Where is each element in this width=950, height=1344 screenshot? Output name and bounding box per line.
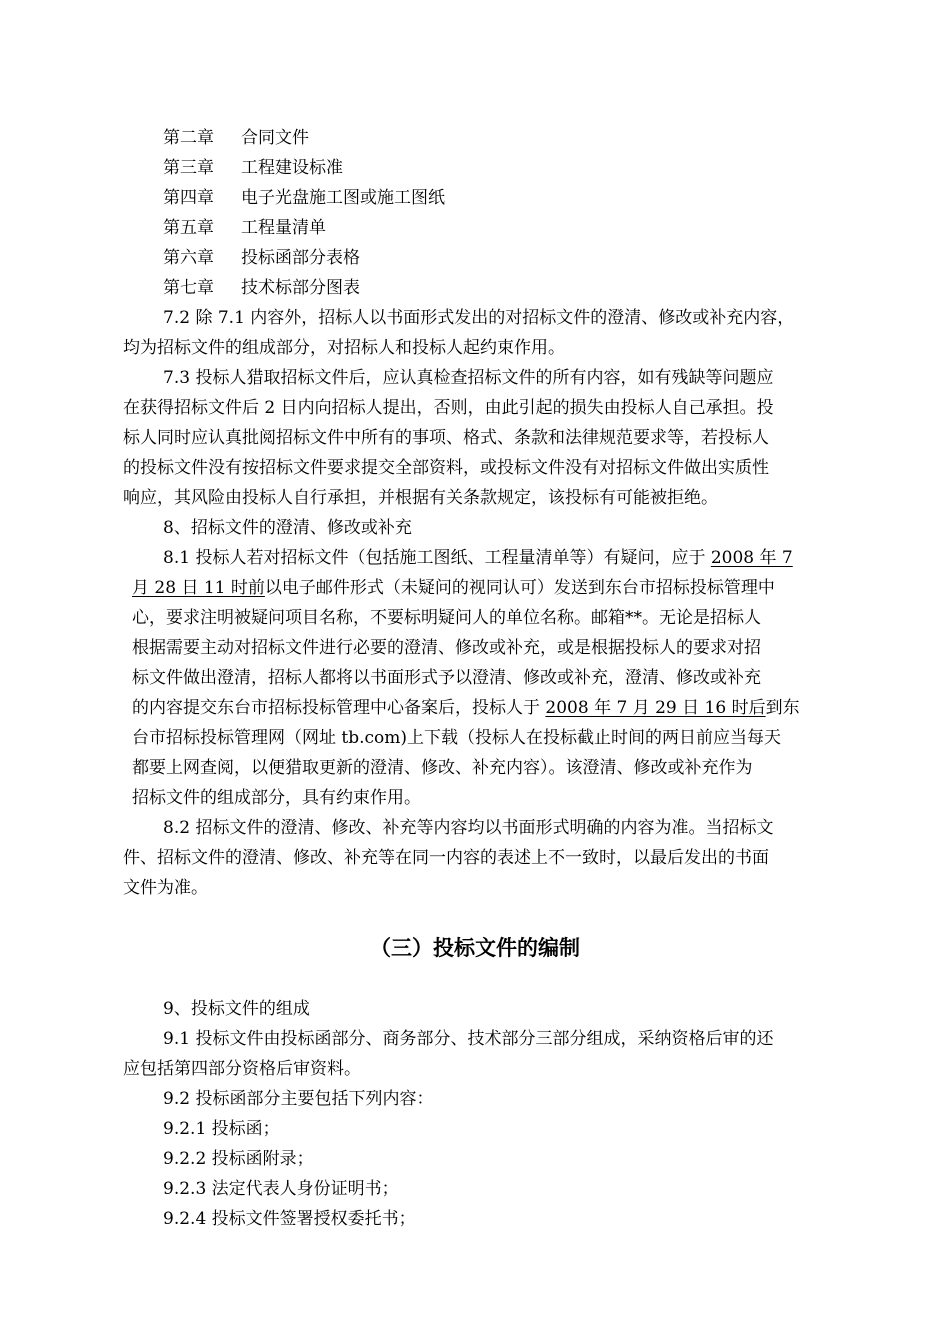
toc-num: 第三章 — [163, 158, 214, 178]
toc-num: 第二章 — [163, 128, 214, 148]
paragraph-8-2-line: 8.2 招标文件的澄清、修改、补充等内容均以书面形式明确的内容为准。当招标文 — [163, 818, 774, 838]
toc-item — [163, 127, 309, 149]
download-date: 2008 年 7 月 29 日 16 时后 — [545, 698, 766, 718]
paragraph-7-3-line: 在获得招标文件后 2 日内向招标人提出，否则，由此引起的损失由投标人自己承担。投 — [123, 398, 774, 418]
list-item: 9.2.1 投标函； — [163, 1119, 280, 1139]
toc-title: 投标函部分表格 — [241, 248, 360, 268]
toc-num: 第五章 — [163, 218, 214, 238]
paragraph-8-1-line: 心，要求注明被疑问项目名称，不要标明疑问人的单位名称。邮箱**。无论是招标人 — [132, 608, 761, 628]
toc-title: 工程建设标准 — [241, 158, 343, 178]
section-8-title: 8、招标文件的澄清、修改或补充 — [163, 518, 412, 538]
paragraph-8-1-line: 标文件做出澄清，招标人都将以书面形式予以澄清、修改或补充，澄清、修改或补充 — [132, 668, 761, 688]
paragraph-8-1-text: 到东 — [765, 698, 800, 718]
toc-title: 电子光盘施工图或施工图纸 — [241, 188, 445, 208]
paragraph-8-1-text: 的内容提交东台市招标投标管理中心备案后，投标人于 — [132, 698, 546, 718]
paragraph-8-1-text: 8.1 投标人若对招标文件（包括施工图纸、工程量清单等）有疑问，应于 — [163, 548, 711, 568]
paragraph-8-1-line — [132, 577, 775, 599]
toc-item — [163, 157, 343, 179]
paragraph-8-1-line: 都要上网查阅，以便猎取更新的澄清、修改、补充内容）。该澄清、修改或补充作为 — [132, 758, 753, 778]
paragraph-8-1-line: 台市招标投标管理网（网址 tb.com)上下载（投标人在投标截止时间的两日前应当每天 — [132, 728, 782, 748]
toc-title: 工程量清单 — [241, 218, 326, 238]
toc-title: 技术标部分图表 — [241, 278, 360, 298]
toc-item — [163, 187, 445, 209]
list-item: 9.2.2 投标函附录； — [163, 1149, 314, 1169]
deadline-date: 2008 年 7 — [710, 548, 793, 568]
paragraph-9-2: 9.2 投标函部分主要包括下列内容： — [163, 1089, 434, 1109]
toc-num: 第四章 — [163, 188, 214, 208]
paragraph-8-1-text: 以电子邮件形式（未疑问的视同认可）发送到东台市招标投标管理中 — [264, 578, 775, 598]
paragraph-9-1-line: 应包括第四部分资格后审资料。 — [123, 1059, 361, 1079]
toc-num: 第七章 — [163, 278, 214, 298]
paragraph-8-1-line — [163, 547, 793, 569]
deadline-time: 月 28 日 11 时前 — [132, 578, 265, 598]
toc-title: 合同文件 — [241, 128, 309, 148]
paragraph-8-1-line — [132, 697, 800, 719]
paragraph-8-2-line: 件、招标文件的澄清、修改、补充等在同一内容的表述上不一致时，以最后发出的书面 — [123, 848, 769, 868]
paragraph-8-2-line: 文件为准。 — [123, 878, 208, 898]
paragraph-8-1-line: 招标文件的组成部分，具有约束作用。 — [132, 788, 421, 808]
paragraph-7-2-line: 7.2 除 7.1 内容外，招标人以书面形式发出的对招标文件的澄清、修改或补充内容， — [163, 308, 795, 328]
toc-item — [163, 247, 360, 269]
section-9-title: 9、投标文件的组成 — [163, 999, 310, 1019]
paragraph-7-3-line: 响应，其风险由投标人自行承担，并根据有关条款规定，该投标有可能被拒绝。 — [123, 488, 718, 508]
list-item: 9.2.4 投标文件签署授权委托书； — [163, 1209, 416, 1229]
list-item: 9.2.3 法定代表人身份证明书； — [163, 1179, 399, 1199]
paragraph-7-3-line: 的投标文件没有按招标文件要求提交全部资料，或投标文件没有对招标文件做出实质性 — [123, 458, 769, 478]
paragraph-7-2-line: 均为招标文件的组成部分，对招标人和投标人起约束作用。 — [123, 338, 565, 358]
section-heading: （三）投标文件的编制 — [370, 936, 580, 960]
toc-item — [163, 277, 360, 299]
paragraph-7-3-line: 标人同时应认真批阅招标文件中所有的事项、格式、条款和法律规范要求等，若投标人 — [123, 428, 769, 448]
paragraph-8-1-line: 根据需要主动对招标文件进行必要的澄清、修改或补充，或是根据投标人的要求对招 — [132, 638, 761, 658]
paragraph-9-1-line: 9.1 投标文件由投标函部分、商务部分、技术部分三部分组成，采纳资格后审的还 — [163, 1029, 774, 1049]
paragraph-7-3-line: 7.3 投标人猎取招标文件后，应认真检查招标文件的所有内容，如有残缺等问题应 — [163, 368, 774, 388]
toc-item — [163, 217, 326, 239]
toc-num: 第六章 — [163, 248, 214, 268]
